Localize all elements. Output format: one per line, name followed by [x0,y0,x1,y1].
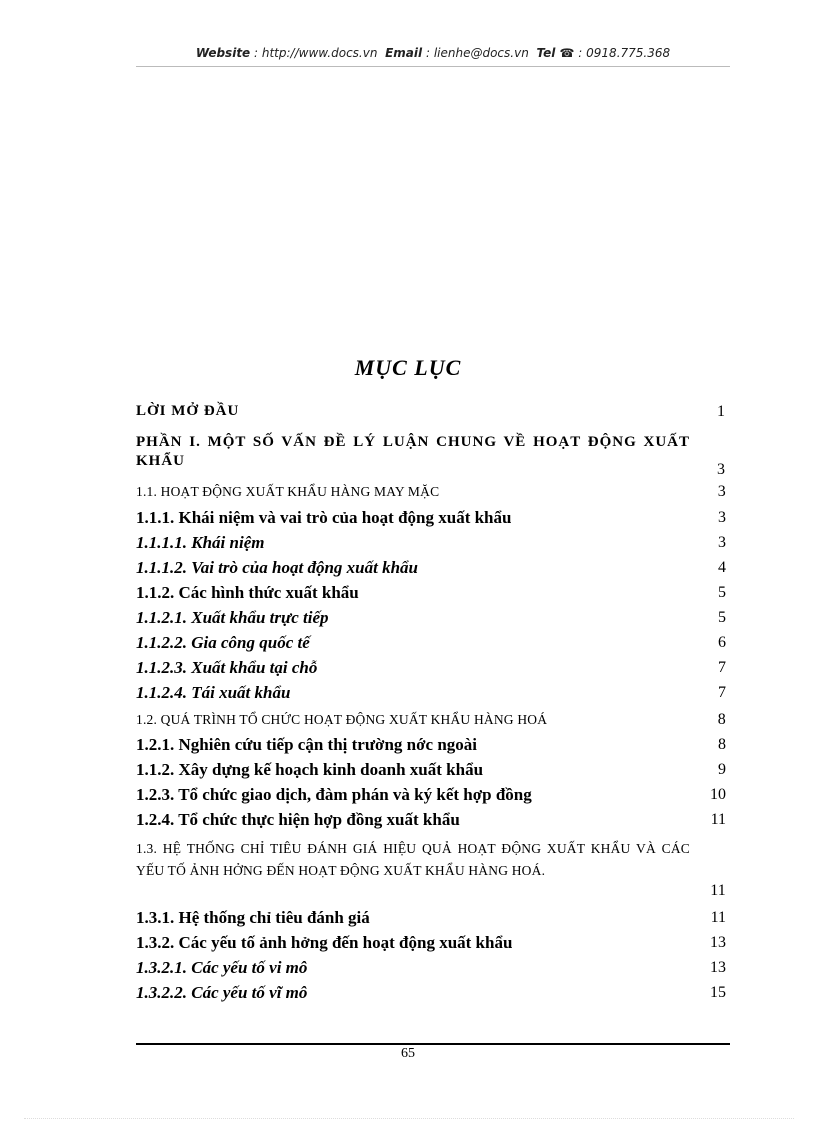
toc-entry-page: 4 [718,559,726,576]
toc-entry[interactable] [136,760,726,780]
email-value[interactable]: : lienhe@docs.vn [425,46,529,60]
toc-entry[interactable] [136,433,726,478]
toc-entry[interactable] [136,533,726,553]
toc-entry-page: 3 [718,509,726,526]
toc-entry-text: 1.1.1. Khái niệm và vai trò của hoạt động xuất khẩu [136,508,512,527]
toc-entry[interactable] [136,785,726,805]
toc-entry-page: 13 [710,934,726,951]
toc-entry[interactable] [136,583,726,603]
tel-label: Tel ☎ [536,46,575,60]
email-label: Email [385,46,423,60]
toc-entry-text: 1.3.1. Hệ thống chỉ tiêu đánh giá [136,908,370,927]
toc-entry[interactable] [136,608,726,628]
toc-entry[interactable] [136,810,726,830]
toc-entry-text: 1.2. QUÁ TRÌNH TỔ CHỨC HOẠT ĐỘNG XUẤT KHẨU HÀNG HOÁ [136,712,548,727]
toc-entry-text: 1.3.2. Các yếu tố ảnh hởng đến hoạt động xuất khẩu [136,933,513,952]
toc-entry-text: PHẦN I. MỘT SỐ VẤN ĐỀ LÝ LUẬN CHUNG VỀ HOẠT ĐỘNG XUẤT KHẨU [136,434,690,469]
toc-entry-page: 10 [710,786,726,803]
toc-entry-page: 8 [718,736,726,753]
toc-entry-text: 1.1.2.1. Xuất khẩu trực tiếp [136,608,329,627]
website-label: Website [195,46,251,60]
toc-entry-page: 3 [718,534,726,551]
toc-entry-page: 8 [717,711,726,728]
toc-entry[interactable] [136,633,726,653]
toc-entry-page: 11 [710,811,726,828]
toc-entry[interactable] [136,711,726,728]
toc-entry-page: 7 [718,659,726,676]
footer-divider [136,1043,730,1045]
toc-entry-page: 6 [718,634,726,651]
toc-entry-text: 1.1.2. Xây dựng kế hoạch kinh doanh xuất khẩu [136,760,484,779]
toc-entry[interactable] [136,508,726,528]
toc-entry-text: 1.3.2.2. Các yếu tố vĩ mô [136,983,308,1002]
toc-entry[interactable] [136,483,726,500]
toc-entry-text: 1.1. HOẠT ĐỘNG XUẤT KHẨU HÀNG MAY MẶC [136,484,440,499]
website-value[interactable]: : http://www.docs.vn [254,46,378,60]
toc-entry-text: LỜI MỞ ĐẦU [136,403,240,419]
toc-entry[interactable] [136,933,726,953]
page-edge-divider [24,1118,794,1119]
toc-entry-text: 1.3.2.1. Các yếu tố vi mô [136,958,308,977]
page-number: 65 [401,1046,415,1061]
toc-entry-text: 1.1.2.3. Xuất khẩu tại chỗ [136,658,318,677]
toc-entry[interactable] [136,958,726,978]
toc-entry[interactable] [136,683,726,703]
toc-entry-page: 11 [710,909,726,926]
table-of-contents [136,402,726,1003]
toc-entry[interactable] [136,402,726,421]
tel-value: : 0918.775.368 [578,46,671,60]
toc-entry-page: 5 [718,584,726,601]
toc-entry-page: 15 [710,984,726,1001]
toc-entry-text: 1.1.2.2. Gia công quốc tế [136,633,310,652]
toc-entry-page: 3 [717,483,726,500]
toc-entry-text: 1.2.1. Nghiên cứu tiếp cận thị trường nớc ngoài [136,735,477,754]
toc-entry-text: 1.1.1.2. Vai trò của hoạt động xuất khẩu [136,558,418,577]
toc-entry-page: 11 [710,882,726,899]
toc-entry-text: 1.1.2.4. Tái xuất khẩu [136,683,291,702]
toc-entry[interactable] [136,908,726,928]
toc-entry[interactable] [136,838,726,900]
toc-entry-text: 1.1.2. Các hình thức xuất khẩu [136,583,359,602]
toc-entry[interactable] [136,558,726,578]
toc-entry-page: 9 [718,761,726,778]
toc-entry-text: 1.3. HỆ THỐNG CHỈ TIÊU ĐÁNH GIÁ HIỆU QUẢ HOẠT ĐỘNG XUẤT KHẨU VÀ CÁC YẾU TỐ ẢNH HỞNG ĐẾN HOẠT ĐỘNG XUẤT KHẨU HÀNG HOÁ. [136,841,690,878]
header-divider [136,66,730,67]
toc-entry[interactable] [136,658,726,678]
toc-entry-text: 1.1.1.1. Khái niệm [136,533,265,552]
toc-entry-page: 1 [717,403,726,420]
toc-entry-page: 5 [718,609,726,626]
toc-entry[interactable] [136,983,726,1003]
toc-entry-text: 1.2.3. Tổ chức giao dịch, đàm phán và ký kết hợp đồng [136,785,532,804]
toc-entry-page: 3 [717,461,726,478]
page-header [136,46,730,60]
toc-entry[interactable] [136,735,726,755]
toc-entry-page: 7 [718,684,726,701]
toc-entry-page: 13 [710,959,726,976]
toc-entry-text: 1.2.4. Tổ chức thực hiện hợp đồng xuất khẩu [136,810,460,829]
toc-title: MỤC LỤC [354,355,462,380]
